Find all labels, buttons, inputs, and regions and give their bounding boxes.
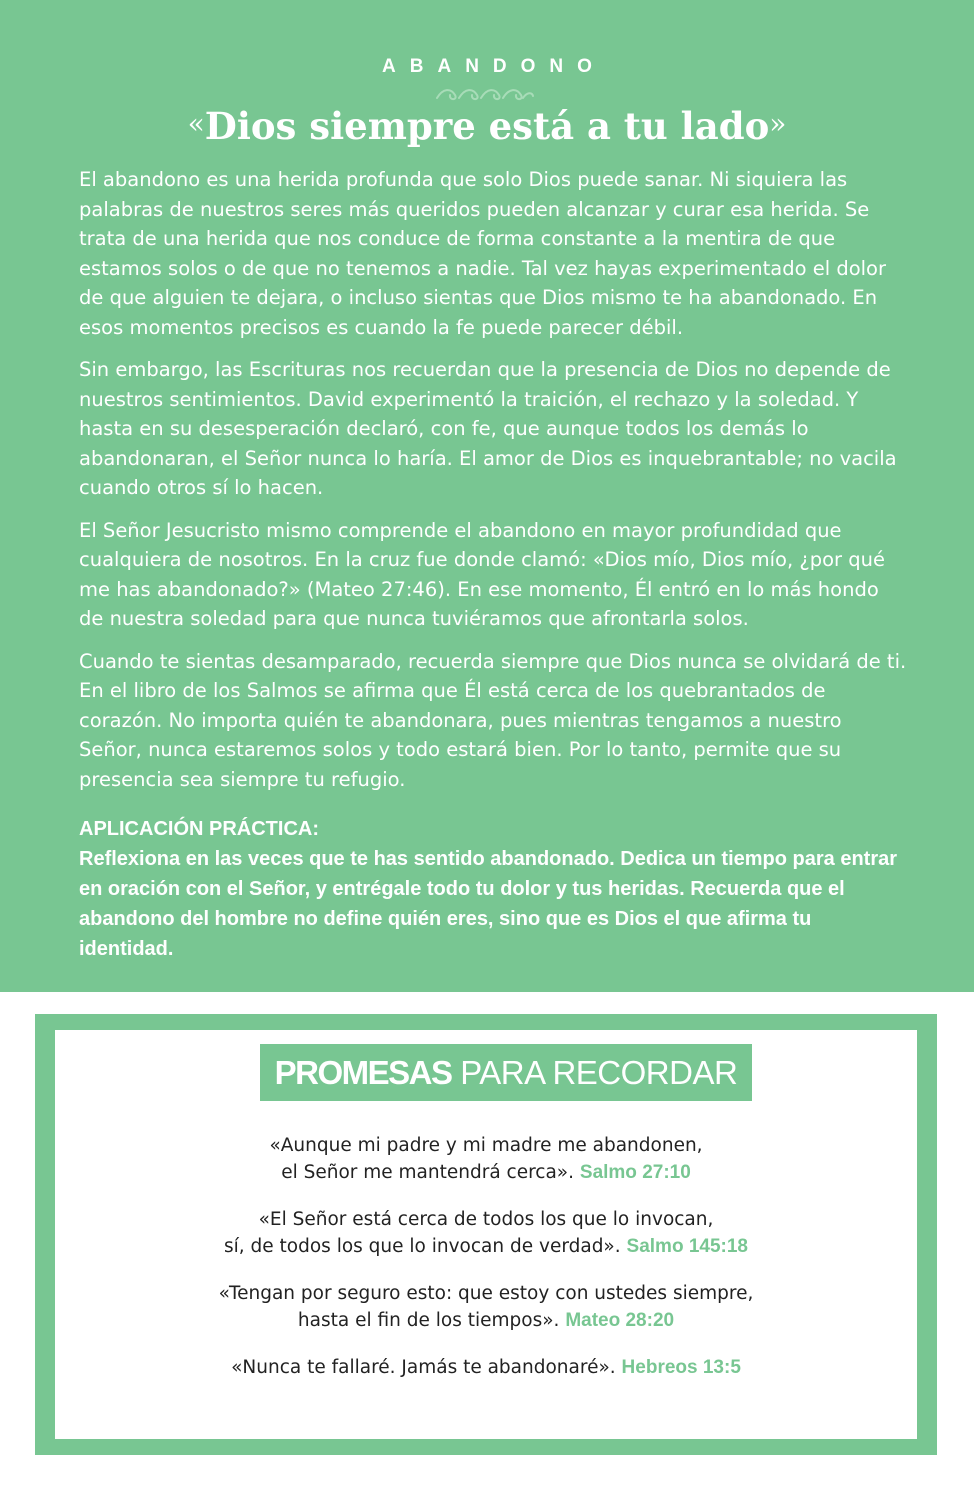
- paragraph-1: El abandono es una herida profunda que solo Dios puede sanar. Ni siquiera las palabras de nuestros seres más queridos pueden alcanzar y curar esa herida. Se trata de una herida que nos conduce de forma constante a la mentira de que estamos solos o de que no tenemos a nadie. Tal vez hayas experimentado el dolor de que alguien te dejara, o incluso sientas que Dios mismo te ha abandonado. En esos momentos precisos es cuando la fe puede parecer débil.: [79, 168, 887, 339]
- promise-item: [55, 1354, 917, 1381]
- title-quote-close: »: [769, 107, 787, 140]
- promise-line2: el Señor me mantendrá cerca».: [281, 1162, 574, 1183]
- title-text: Dios siempre está a tu lado: [204, 104, 770, 148]
- promise-reference: Mateo 28:20: [565, 1310, 675, 1331]
- paragraph-4: Cuando te sientas desamparado, recuerda siempre que Dios nunca se olvidará de ti. En el libro de los Salmos se afirma que Él está cerca de los quebrantados de corazón. No importa quién te abandonara, pues mientras tengamos a nuestro Señor, nunca estaremos solos y todo estará bien. Por lo tanto, permite que su presencia sea siempre tu refugio.: [79, 649, 907, 791]
- promise-line2: hasta el fin de los tiempos».: [297, 1310, 560, 1331]
- promise-reference: Salmo 145:18: [626, 1236, 748, 1257]
- promises-list: [55, 1132, 917, 1401]
- promise-reference: Salmo 27:10: [579, 1162, 691, 1183]
- promise-line1: «El Señor está cerca de todos los que lo invocan,: [258, 1209, 714, 1230]
- promise-item: [55, 1132, 917, 1186]
- title-quote-open: «: [187, 107, 205, 140]
- article-body: [79, 165, 909, 977]
- banner-rest: PARA RECORDAR: [460, 1054, 738, 1091]
- promise-reference: Hebreos 13:5: [621, 1357, 741, 1378]
- promise-line2: sí, de todos los que lo invocan de verdad».: [224, 1236, 621, 1257]
- promises-card: [55, 1030, 917, 1439]
- promise-line2: «Nunca te fallaré. Jamás te abandonaré».: [231, 1357, 616, 1378]
- paragraph-3: El Señor Jesucristo mismo comprende el abandono en mayor profundidad que cualquiera de nosotros. En la cruz fue donde clamó: «Dios mío, Dios mío, ¿por qué me has abandonado?» (Mateo 27:46). En ese momento, Él entró en lo más hondo de nuestra soledad para que nunca tuviéramos que afrontarla solos.: [79, 518, 885, 630]
- promise-line1: «Aunque mi padre y mi madre me abandonen,: [269, 1135, 703, 1156]
- application-heading: APLICACIÓN PRÁCTICA:: [79, 818, 319, 840]
- promise-item: [55, 1206, 917, 1260]
- application-text: Reflexiona en las veces que te has sentido abandonado. Dedica un tiempo para entrar en oración con el Señor, y entrégale todo tu dolor y tus heridas. Recuerda que el abandono del hombre no define quién eres, sino que es Dios el que afirma tu identidad.: [79, 848, 898, 960]
- promises-banner: [260, 1044, 752, 1101]
- banner-bold: PROMESAS: [274, 1054, 452, 1091]
- page-title: [0, 98, 974, 152]
- section-kicker: ABANDONO: [382, 56, 606, 77]
- promise-line1: «Tengan por seguro esto: que estoy con ustedes siempre,: [218, 1283, 754, 1304]
- promise-item: [55, 1280, 917, 1334]
- paragraph-2: Sin embargo, las Escrituras nos recuerdan que la presencia de Dios no depende de nuestros sentimientos. David experimentó la traición, el rechazo y la soledad. Y hasta en su desesperación declaró, con fe, que aunque todos los demás lo abandonaran, el Señor nunca lo haría. El amor de Dios es inquebrantable; no vacila cuando otros sí lo hacen.: [79, 358, 897, 499]
- promises-frame: [35, 1014, 937, 1455]
